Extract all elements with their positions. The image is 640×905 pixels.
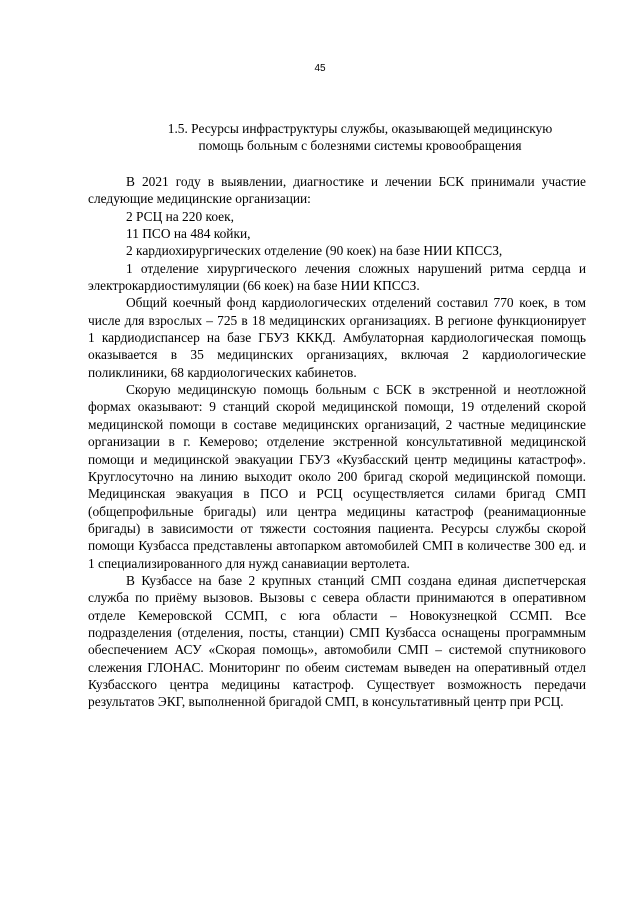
page-number: 45	[314, 63, 326, 74]
list-item-pso: 11 ПСО на 484 койки,	[126, 226, 251, 242]
section-title-line-2: помощь больным с болезнями системы кровообращения	[198, 138, 522, 154]
body-text	[88, 173, 586, 711]
list-item-arrhythmia-department: 1 отделение хирургического лечения сложных нарушений ритма сердца и электрокардиостимуляции (66 коек) на базе НИИ КПССЗ.	[88, 260, 586, 294]
list-item-rsc: 2 РСЦ на 220 коек,	[126, 208, 234, 224]
paragraph-emergency-care: Скорую медицинскую помощь больным с БСК в экстренной и неотложной формах оказывают: 9 станций скорой медицинской помощи, 19 отделений скорой медицинской помощи в составе медицинских организаций, 2 частные медицинские организации в г. Кемерово; отделение экстренной консультативной медицинской помощи и медицинской эвакуации ГБУЗ «Кузбасский центр медицины катастроф». Круглосуточно на линию выходит около 200 бригад скорой медицинской помощи. Медицинская эвакуация в ПСО и РСЦ осуществляется силами бригад СМП (общепрофильные бригады) или центра медицины катастроф (реанимационные бригады) в зависимости от тяжести состояния пациента. Ресурсы службы скорой помощи Кузбасса представлены автопарком автомобилей СМП в количестве 300 ед. и 1 специализированного для нужд санавиации вертолета.	[88, 382, 586, 571]
section-title-line-1: 1.5. Ресурсы инфраструктуры службы, оказывающей медицинскую	[167, 121, 553, 136]
paragraph-intro: В 2021 году в выявлении, диагностике и лечении БСК принимали участие следующие медицинские организации:	[88, 174, 586, 207]
paragraph-bed-fund: Общий коечный фонд кардиологических отделений составил 770 коек, в том числе для взрослых – 725 в 18 медицинских организациях. В регионе функционирует 1 кардиодиспансер на базе ГБУЗ КККД. Амбулаторная кардиологическая помощь оказывается в 35 медицинских организациях, включая 2 кардиологические поликлиники, 68 кардиологических кабинетов.	[88, 295, 586, 380]
section-title	[120, 120, 600, 155]
paragraph-dispatch-service: В Кузбассе на базе 2 крупных станций СМП создана единая диспетчерская служба по приёму вызовов. Вызовы с севера области принимаются в оперативном отделе Кемеровской ССМП, с юга области – Новокузнецкой ССМП. Все подразделения (отделения, посты, станции) СМП Кузбасса оснащены программным обеспечением АСУ «Скорая помощь», автомобили СМП – системой спутникового слежения ГЛОНАС. Мониторинг по обеим системам выведен на оперативный отдел Кузбасского центра медицины катастроф. Существует возможность передачи результатов ЭКГ, выполненной бригадой СМП, в консультативный центр при РСЦ.	[88, 572, 586, 710]
list-item-cardiosurgery: 2 кардиохирургических отделение (90 коек) на базе НИИ КПССЗ,	[126, 243, 503, 259]
